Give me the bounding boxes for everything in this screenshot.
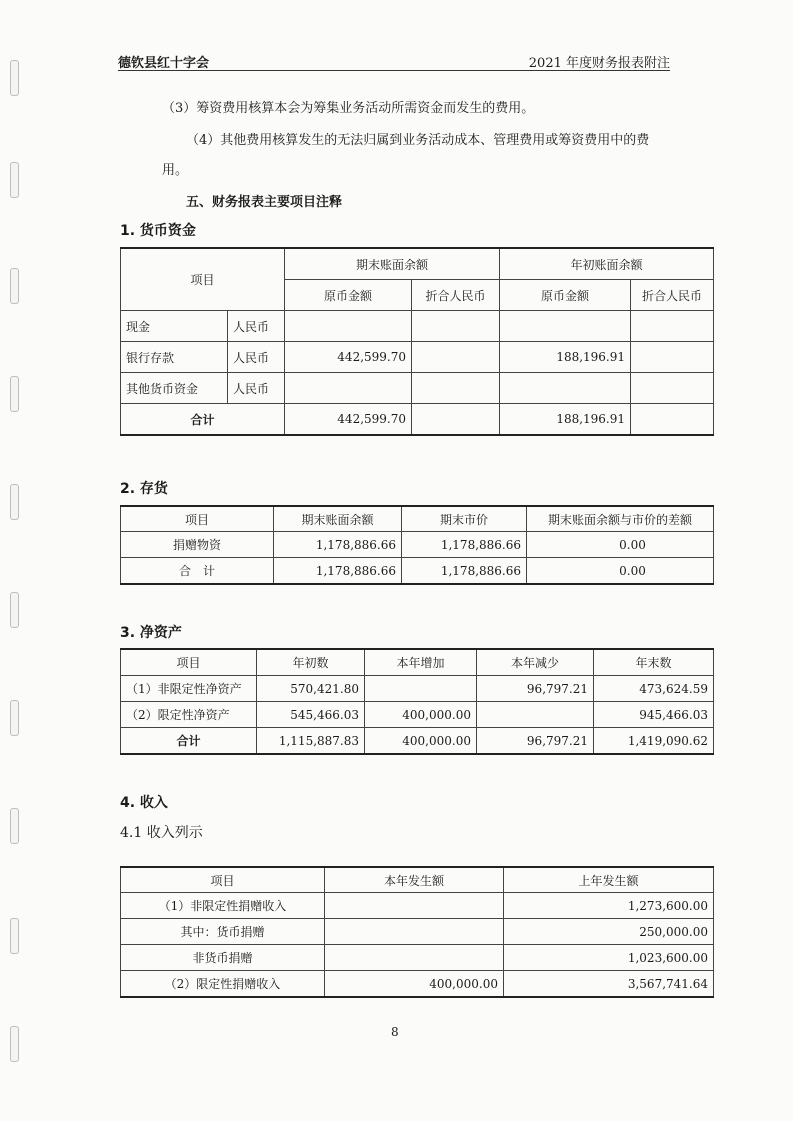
table-cell	[412, 404, 500, 436]
header-cell: 项目	[121, 506, 274, 532]
total-cell: 合计	[121, 404, 285, 436]
table-cell: 96,797.21	[477, 728, 594, 755]
table-cell: 其中：货币捐赠	[121, 919, 325, 945]
table-cell	[631, 373, 714, 404]
header-cell: 原币金额	[285, 280, 412, 311]
scan-mark	[10, 268, 19, 304]
table-cell: 合 计	[121, 558, 274, 585]
scan-mark	[10, 1026, 19, 1062]
table-cell	[412, 311, 500, 342]
table-cell: 945,466.03	[594, 702, 714, 728]
table-cell: 545,466.03	[257, 702, 365, 728]
org-name: 德钦县红十字会	[118, 56, 210, 71]
table-cell	[325, 945, 504, 971]
header-cell: 项目	[121, 649, 257, 676]
table-cell	[631, 311, 714, 342]
table-cell: 人民币	[228, 311, 285, 342]
table-cell	[631, 404, 714, 436]
table-cell: 捐赠物资	[121, 532, 274, 558]
table-cell: 0.00	[527, 532, 714, 558]
net-assets-title: 3. 净资产	[120, 625, 182, 641]
table-cell: 473,624.59	[594, 676, 714, 702]
page-number: 8	[391, 1025, 399, 1039]
table-cell: 400,000.00	[365, 702, 477, 728]
table-row	[121, 971, 714, 998]
header-cell: 项目	[121, 867, 325, 893]
table-cell	[412, 342, 500, 373]
section-title: 五、财务报表主要项目注释	[186, 195, 343, 210]
table-cell: 人民币	[228, 342, 285, 373]
table-cell	[285, 311, 412, 342]
table-cell: （2）限定性净资产	[121, 702, 257, 728]
cash-table	[120, 247, 714, 436]
table-cell: （1）非限定性捐赠收入	[121, 893, 325, 919]
table-cell: 非货币捐赠	[121, 945, 325, 971]
header-cell: 本年发生额	[325, 867, 504, 893]
table-cell: 0.00	[527, 558, 714, 585]
income-title: 4. 收入	[120, 795, 168, 811]
header-cell: 期末市价	[402, 506, 527, 532]
table-row	[121, 342, 714, 373]
table-row	[121, 893, 714, 919]
table-cell: 1,178,886.66	[274, 558, 402, 585]
table-row	[121, 404, 714, 436]
header-cell: 本年减少	[477, 649, 594, 676]
table-cell: 人民币	[228, 373, 285, 404]
table-cell: 现金	[121, 311, 228, 342]
table-cell: 其他货币资金	[121, 373, 228, 404]
table-cell: 250,000.00	[504, 919, 714, 945]
table-cell: 570,421.80	[257, 676, 365, 702]
header-cell: 折合人民币	[631, 280, 714, 311]
inventory-table	[120, 505, 714, 585]
table-cell	[412, 373, 500, 404]
table-cell	[631, 342, 714, 373]
income-table	[120, 866, 714, 998]
table-cell: 400,000.00	[365, 728, 477, 755]
table-row	[121, 558, 714, 585]
header-cell: 本年增加	[365, 649, 477, 676]
paragraph-1: （3）筹资费用核算本会为筹集业务活动所需资金而发生的费用。	[162, 101, 535, 116]
scan-mark	[10, 376, 19, 412]
table-cell	[500, 373, 631, 404]
table-cell	[500, 311, 631, 342]
paragraph-2: （4）其他费用核算发生的无法归属到业务活动成本、管理费用或筹资费用中的费	[186, 133, 650, 148]
header-cell: 折合人民币	[412, 280, 500, 311]
header-cell: 年初账面余额	[500, 248, 714, 280]
table-row	[121, 248, 714, 280]
table-cell: （1）非限定性净资产	[121, 676, 257, 702]
table-row	[121, 649, 714, 676]
scan-mark	[10, 700, 19, 736]
header-cell: 原币金额	[500, 280, 631, 311]
table-row	[121, 311, 714, 342]
scan-mark	[10, 60, 19, 96]
table-cell: 1,178,886.66	[402, 532, 527, 558]
header-cell: 上年发生额	[504, 867, 714, 893]
scan-mark	[10, 162, 19, 198]
income-subtitle: 4.1 收入列示	[120, 825, 203, 841]
table-cell: 1,273,600.00	[504, 893, 714, 919]
table-row	[121, 867, 714, 893]
table-cell	[285, 373, 412, 404]
table-cell: 1,023,600.00	[504, 945, 714, 971]
inventory-title: 2. 存货	[120, 481, 168, 497]
table-cell: 1,178,886.66	[274, 532, 402, 558]
table-row	[121, 945, 714, 971]
table-row	[121, 728, 714, 755]
table-cell	[325, 893, 504, 919]
table-row	[121, 702, 714, 728]
scan-mark	[10, 592, 19, 628]
table-cell: 96,797.21	[477, 676, 594, 702]
table-cell: （2）限定性捐赠收入	[121, 971, 325, 998]
table-row	[121, 373, 714, 404]
header-cell: 期末账面余额	[274, 506, 402, 532]
header-cell: 项目	[121, 248, 285, 311]
table-row	[121, 919, 714, 945]
table-cell	[477, 702, 594, 728]
total-cell: 合计	[121, 728, 257, 755]
table-cell: 188,196.91	[500, 404, 631, 436]
table-cell: 1,419,090.62	[594, 728, 714, 755]
report-title: 2021 年度财务报表附注	[528, 56, 670, 71]
net-assets-table	[120, 648, 714, 755]
table-row	[121, 506, 714, 532]
header-cell: 年末数	[594, 649, 714, 676]
page-header	[118, 50, 670, 71]
table-cell	[325, 919, 504, 945]
table-cell: 1,115,887.83	[257, 728, 365, 755]
table-cell: 1,178,886.66	[402, 558, 527, 585]
paragraph-3: 用。	[162, 163, 189, 178]
table-cell: 银行存款	[121, 342, 228, 373]
header-cell: 年初数	[257, 649, 365, 676]
table-cell: 3,567,741.64	[504, 971, 714, 998]
header-cell: 期末账面余额	[285, 248, 500, 280]
scan-mark	[10, 484, 19, 520]
table-cell: 400,000.00	[325, 971, 504, 998]
table-cell: 188,196.91	[500, 342, 631, 373]
scan-mark	[10, 808, 19, 844]
table-cell: 442,599.70	[285, 342, 412, 373]
scan-mark	[10, 918, 19, 954]
header-cell: 期末账面余额与市价的差额	[527, 506, 714, 532]
table-row	[121, 532, 714, 558]
table-cell	[365, 676, 477, 702]
table-cell: 442,599.70	[285, 404, 412, 436]
table-row	[121, 676, 714, 702]
cash-title: 1. 货币资金	[120, 223, 196, 239]
